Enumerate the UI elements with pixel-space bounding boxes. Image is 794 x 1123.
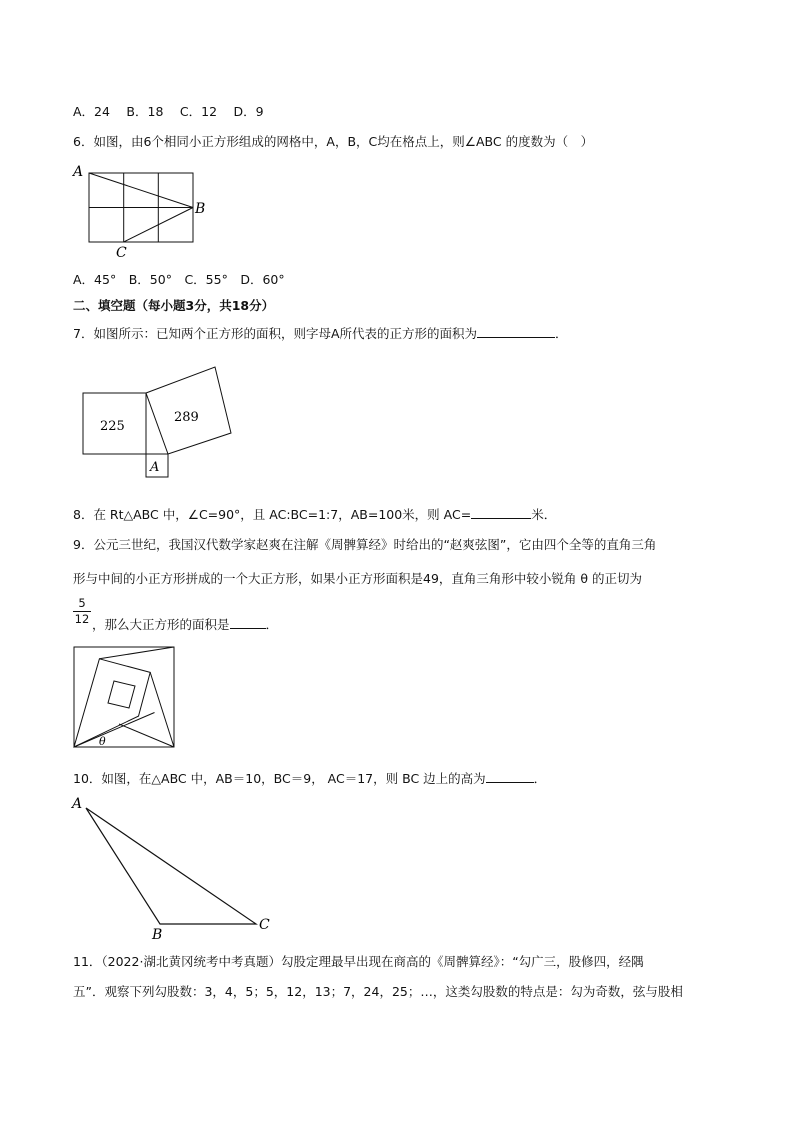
q7-label-a: A <box>150 460 160 475</box>
q11-line-1: 11．（2022·湖北黄冈统考中考真题）勾股定理最早出现在商高的《周髀算经》：“勾广三，股修四，经隅 <box>73 954 644 969</box>
q9-zhao-shuang-figure <box>71 644 177 750</box>
q7-label-225: 225 <box>100 419 125 434</box>
q10-triangle-figure <box>68 792 278 942</box>
q6-label-b: B <box>195 201 206 217</box>
q6-label-a: A <box>73 164 84 180</box>
q7-question: 7．如图所示：已知两个正方形的面积，则字母A所代表的正方形的面积为 ． <box>73 326 568 341</box>
q9-fraction <box>73 596 91 627</box>
q7-answer-blank <box>477 325 555 338</box>
q10-answer-blank <box>486 770 534 783</box>
q6-grid-figure <box>70 160 220 262</box>
q10-label-b: B <box>152 927 163 942</box>
q9-fraction-numerator: 5 <box>73 596 91 612</box>
q9-line-2: 形与中间的小正方形拼成的一个大正方形，如果小正方形面积是49，直角三角形中较小锐角 θ 的正切为 <box>73 571 643 586</box>
q9-fraction-denominator: 12 <box>74 612 90 626</box>
section-2-title: 二、填空题（每小题3分，共18分） <box>73 298 275 313</box>
q9-answer-blank <box>230 616 266 629</box>
q5-options: A．24 B．18 C．12 D．9 <box>73 104 264 119</box>
q8-answer-blank <box>471 506 531 519</box>
q6-options: A．45° B．50° C．55° D．60° <box>73 272 285 287</box>
q11-line-2: 五”．观察下列勾股数：3，4，5；5，12，13；7，24，25；…，这类勾股数的特点是：勾为奇数，弦与股相 <box>73 984 683 999</box>
q10-label-a: A <box>72 796 83 812</box>
q10-question: 10．如图，在△ABC 中，AB＝10，BC＝9， AC＝17，则 BC 边上的高为 ． <box>73 771 547 786</box>
q9-theta-label: θ <box>99 735 106 748</box>
q9-line-3: ，那么大正方形的面积是 ． <box>92 617 279 632</box>
q10-label-c: C <box>259 917 270 933</box>
q7-label-289: 289 <box>174 410 199 425</box>
q9-line-1: 9．公元三世纪，我国汉代数学家赵爽在注解《周髀算经》时给出的“赵爽弦图”，它由四个全等的直角三角 <box>73 537 657 552</box>
q6-question: 6．如图，由6个相同小正方形组成的网格中，A，B，C均在格点上，则∠ABC 的度数为（ ） <box>73 134 594 149</box>
q6-label-c: C <box>116 245 127 261</box>
q7-squares-figure <box>80 335 235 480</box>
q8-question: 8．在 Rt△ABC 中，∠C=90°，且 AC:BC=1:7，AB=100米，则 AC= 米． <box>73 507 557 522</box>
